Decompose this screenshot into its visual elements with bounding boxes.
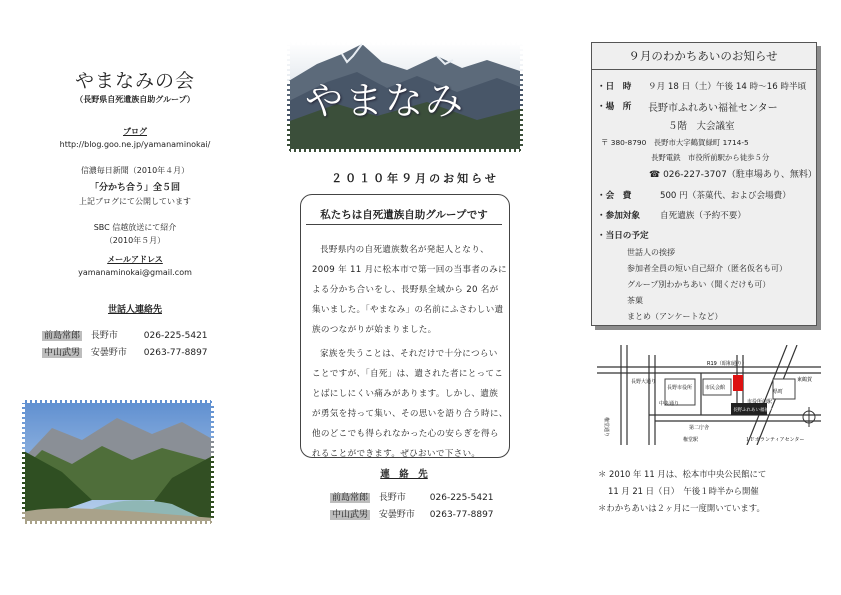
place-label: ・場 所 <box>597 102 632 112</box>
paragraph-line: 2009 年 11 月に松本市で第一回の当事者のみに <box>312 265 507 275</box>
contact-city: 安曇野市 <box>378 510 415 520</box>
notice-title: ９月のわかちあいのお知らせ <box>628 49 778 63</box>
venue-map-image <box>597 345 821 445</box>
paragraph-line: 家族を失うことは、それだけで十分につらい <box>320 349 498 359</box>
contact-row <box>42 328 242 341</box>
map-label-city-hall: 長野市役所 <box>667 385 693 391</box>
map-label-route19: R19（昭和通り） <box>707 361 747 367</box>
footnote-2: 11 月 21 日（日） 午後１時半から開催 <box>608 486 759 496</box>
schedule-item: グループ別わかちあい（聞くだけも可） <box>627 280 771 289</box>
contacts-title: 世話人連絡先 <box>107 305 162 315</box>
footnotes <box>598 466 828 517</box>
schedule-item: 参加者全員の短い自己紹介（匿名仮名も可） <box>627 264 787 273</box>
schedule-item: 世話人の挨拶 <box>627 248 675 257</box>
notice-divider <box>591 69 816 70</box>
map-label-daini: 第二庁舎 <box>689 425 710 431</box>
paragraph-line: 集いました。「やまなみ」の名前にふさわしい遺 <box>312 305 504 315</box>
address: 〒 380-8790 長野市大字鶴賀緑町 1714-5 <box>601 138 749 147</box>
map-label-volunteer: １Ｆボランティアセンター <box>745 437 805 443</box>
date-value: ９月 18 日（土）午後 14 時～16 時半頃 <box>648 82 807 92</box>
footnote-3: ＊わかちあいは２ヶ月に一度開いています。 <box>598 503 765 513</box>
venue-phone: ☎ 026-227-3707（駐車場あり、無料） <box>649 170 817 180</box>
contact-city: 安曇野市 <box>90 348 127 358</box>
contact-row <box>42 345 242 358</box>
contact-row <box>330 490 530 503</box>
map-label-station: 市役所前駅 <box>747 399 773 405</box>
contact-phone: 026-225-5421 <box>429 493 494 503</box>
map-label-gongen-street: 権堂通り <box>603 417 609 438</box>
mail-label: メールアドレス <box>107 255 163 264</box>
contact-phone: 026-225-5421 <box>143 331 208 341</box>
intro-divider <box>306 224 502 225</box>
paragraph-line: ことですが、「自死」は、遺された者にとってこ <box>312 369 504 379</box>
footnote-1: ＊ 2010 年 11 月は、松本市中央公民館にて <box>598 469 767 479</box>
map-label-naka-street: 中央通り <box>659 401 680 407</box>
map-label-fureai: 長野ふれあい福祉センター <box>733 408 787 413</box>
schedule-item: 茶菓 <box>627 296 643 305</box>
map-label-shinmachi: 県町 <box>773 389 784 395</box>
contact-city: 長野市 <box>90 331 118 341</box>
fee-label: ・会 費 <box>597 191 632 201</box>
map-label-toukan: 東鶴賀 <box>797 377 813 383</box>
venue-map <box>597 345 821 445</box>
paragraph-line: 他のどこでも得られなかった心の安らぎを得ら <box>312 429 499 439</box>
intro-paragraph-1 <box>312 240 512 340</box>
mail-address[interactable]: yamanaminokai@gmail.com <box>78 268 192 277</box>
contact-row <box>330 507 530 520</box>
blog-url[interactable]: http://blog.goo.ne.jp/yamanaminokai/ <box>59 140 211 149</box>
contact-phone: 0263-77-8897 <box>143 348 208 358</box>
group-title: やまなみの会 <box>74 70 195 92</box>
press-line-3: 上記ブログにて公開しています <box>79 197 191 206</box>
access: 長野電鉄 市役所前駅から徒歩５分 <box>651 153 770 162</box>
map-label-civic-hall: 市民会館 <box>705 385 726 391</box>
contact-city: 長野市 <box>378 493 406 503</box>
press-line-2: 「分かち合う」全５回 <box>89 183 180 193</box>
press-line-1: 信濃毎日新聞（2010年４月） <box>80 166 190 175</box>
paragraph-line: が勇気を持って集い、その思いを語り合う時に、 <box>312 409 508 419</box>
banner-title: やまなみ <box>304 79 465 123</box>
sbc-line-2: （2010年５月） <box>104 236 166 245</box>
contact-title: 連 絡 先 <box>380 469 428 480</box>
paragraph-line: 長野県内の自死遺族数名が発起人となり、 <box>320 245 489 255</box>
blog-label: ブログ <box>123 127 147 136</box>
contact-name: 中山武男 <box>44 348 81 358</box>
schedule-item: まとめ（アンケートなど） <box>627 312 723 321</box>
map-label-nagano-odori: 長野大通り <box>631 379 657 385</box>
contact-phone: 0263-77-8897 <box>429 510 494 520</box>
paragraph-line: よる分かち合いをし、長野県全域から 20 名が <box>312 285 499 295</box>
paragraph-line: とばにしにくい痛みがあります。しかし、遺族 <box>312 389 499 399</box>
contact-name: 前島常郎 <box>44 331 81 341</box>
paragraph-line: 族のつながりが始まりました。 <box>312 325 437 335</box>
valley-photo-image <box>22 400 214 524</box>
contact-name: 前島常郎 <box>332 493 369 503</box>
monthly-heading: ２０１０年９月のお知らせ <box>331 172 499 185</box>
schedule-label: ・当日の予定 <box>597 231 649 241</box>
target-value: 自死遺族（予約不要） <box>660 211 746 221</box>
date-label: ・日 時 <box>597 82 632 92</box>
valley-photo <box>22 400 214 524</box>
paragraph-line: れることができます。ぜひおいで下さい。 <box>312 449 481 459</box>
intro-paragraph-2 <box>312 344 512 464</box>
place-floor: ５階 大会議室 <box>668 121 735 132</box>
schedule-list <box>627 245 817 325</box>
sbc-line-1: SBC 信越放送にて紹介 <box>93 223 177 232</box>
contact-name: 中山武男 <box>332 510 369 520</box>
map-label-gongendo: 権堂駅 <box>683 437 699 443</box>
fee-value: 500 円（茶菓代、および会場費） <box>660 191 791 201</box>
target-label: ・参加対象 <box>597 211 640 221</box>
place-value: 長野市ふれあい福祉センター <box>648 103 778 114</box>
intro-title: 私たちは自死遺族自助グループです <box>320 209 488 221</box>
group-subtitle: （長野県自死遺族自助グループ） <box>75 95 195 104</box>
